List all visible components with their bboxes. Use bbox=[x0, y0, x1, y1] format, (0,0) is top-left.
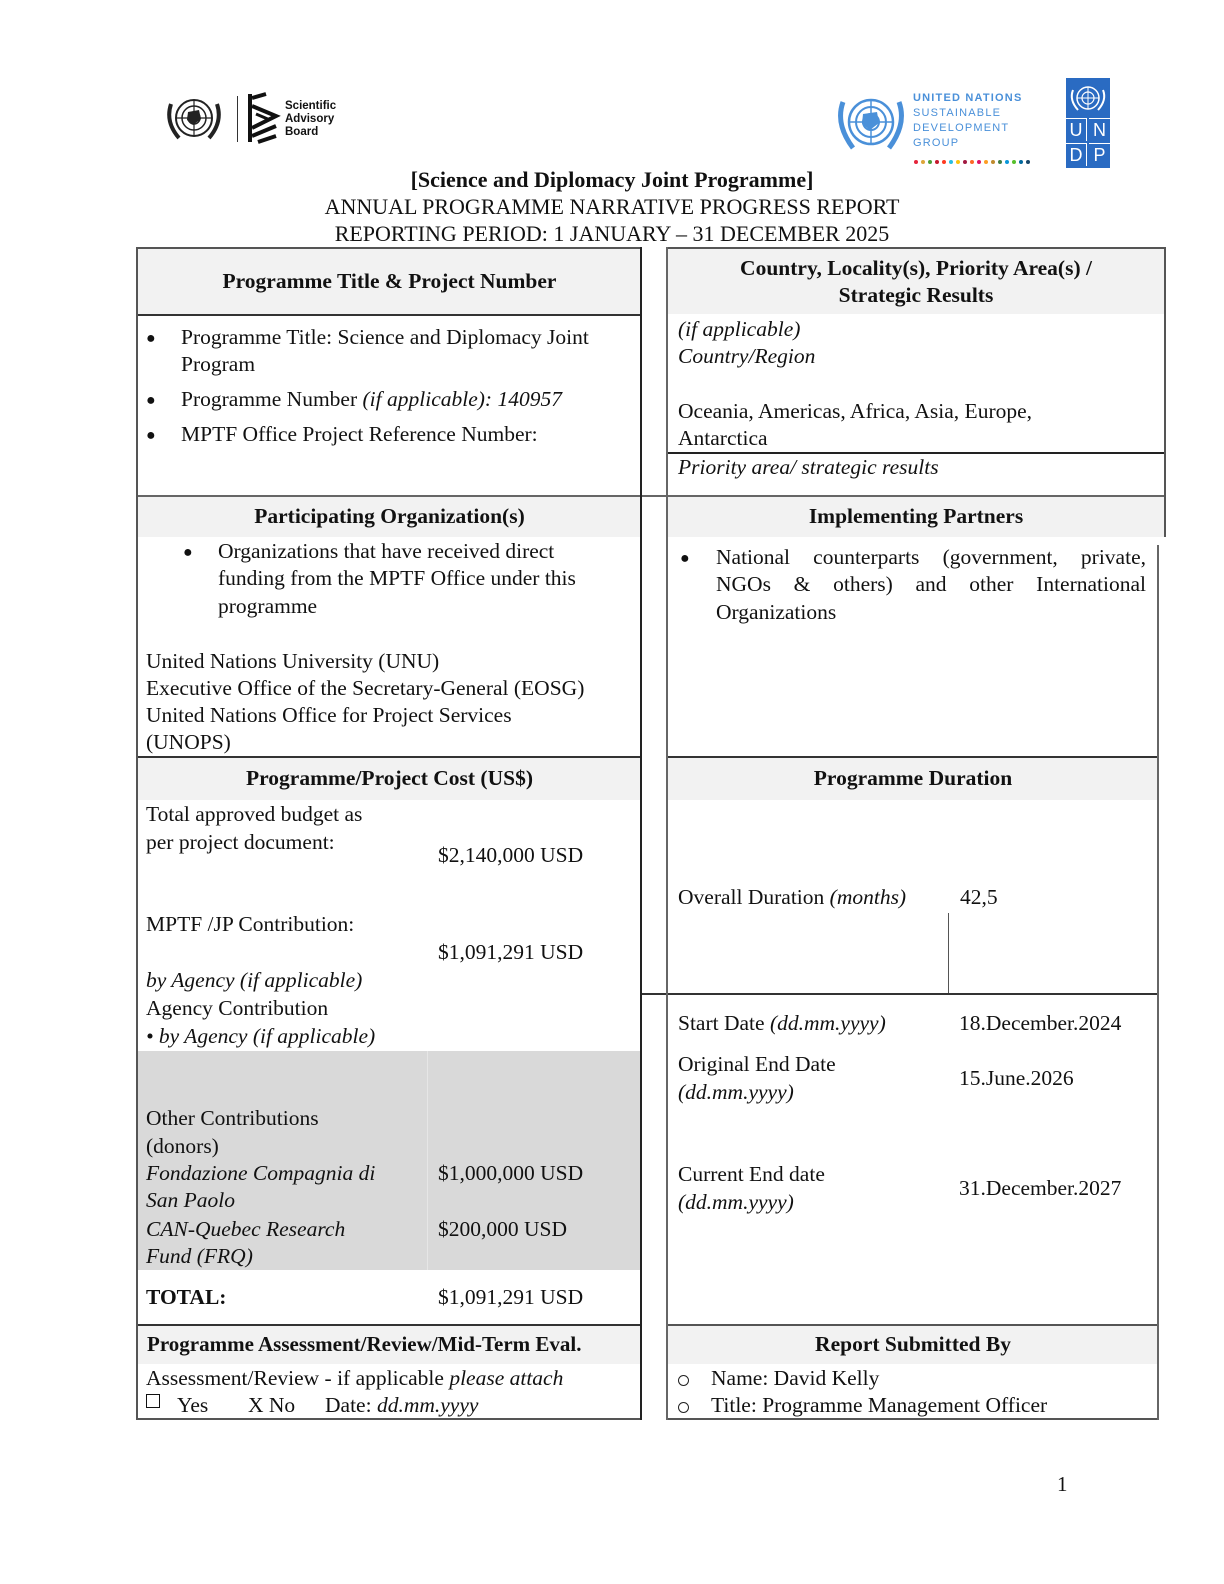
total-value: $1,091,291 USD bbox=[438, 1285, 584, 1309]
undp-logo bbox=[1066, 78, 1110, 168]
no-label: X No bbox=[248, 1393, 296, 1417]
sdg-dots-icon bbox=[913, 159, 1033, 165]
divider bbox=[666, 247, 668, 1420]
undp-letter: D bbox=[1066, 143, 1087, 166]
other-contributions-label-cont: (donors) bbox=[146, 1134, 219, 1158]
country-header-line1: Country, Locality(s), Priority Area(s) / bbox=[740, 256, 1092, 280]
donor-value: $1,000,000 USD bbox=[438, 1161, 584, 1185]
yes-checkbox[interactable] bbox=[146, 1394, 160, 1408]
priority-area: Priority area/ strategic results bbox=[678, 455, 939, 479]
cost-header: Programme/Project Cost (US$) bbox=[246, 766, 533, 790]
country-regions: Oceania, Americas, Africa, Asia, Europe, bbox=[678, 399, 1033, 423]
start-date-label bbox=[678, 1010, 886, 1037]
sab-text-line: Scientific bbox=[285, 100, 337, 112]
assessment-header: Programme Assessment/Review/Mid-Term Eval. bbox=[147, 1332, 582, 1356]
start-date-value: 18.December.2024 bbox=[959, 1011, 1122, 1035]
country-region-label: Country/Region bbox=[678, 344, 816, 368]
sab-logo-mark bbox=[246, 92, 282, 146]
bullet-icon: ● bbox=[680, 550, 690, 567]
sdg-color-dots bbox=[913, 152, 1033, 158]
current-end-date-label: Current End date bbox=[678, 1162, 825, 1186]
reporting-period: REPORTING PERIOD: 1 JANUARY – 31 DECEMBER 2025 bbox=[334, 221, 890, 246]
start-date-text: Start Date bbox=[678, 1011, 770, 1035]
assessment-date bbox=[325, 1392, 478, 1419]
donor-name-cont: San Paolo bbox=[146, 1188, 235, 1212]
country-if-applicable: (if applicable) bbox=[678, 317, 801, 341]
original-end-date-label: Original End Date bbox=[678, 1052, 836, 1076]
mptf-contribution-label: MPTF /JP Contribution: bbox=[146, 912, 355, 936]
mptf-reference-number: MPTF Office Project Reference Number: bbox=[181, 422, 538, 446]
undp-letter: P bbox=[1089, 143, 1110, 166]
unsdg-logo-text bbox=[913, 91, 1022, 151]
assessment-text bbox=[146, 1365, 563, 1392]
circle-bullet-icon bbox=[678, 1402, 689, 1413]
programme-number-value: (if applicable): 140957 bbox=[362, 387, 562, 411]
divider bbox=[668, 756, 1158, 758]
undp-letter: N bbox=[1089, 118, 1110, 141]
country-header-line2: Strategic Results bbox=[838, 283, 994, 307]
unsdg-text-line: SUSTAINABLE bbox=[913, 107, 1002, 119]
divider bbox=[136, 314, 642, 316]
donor-value: $200,000 USD bbox=[438, 1217, 568, 1241]
circle-bullet-icon bbox=[678, 1375, 689, 1386]
donor-name-cont: Fund (FRQ) bbox=[146, 1244, 253, 1268]
unsdg-text-line: UNITED NATIONS bbox=[913, 92, 1023, 104]
assessment-text-plain: Assessment/Review - if applicable bbox=[146, 1366, 450, 1390]
divider bbox=[1157, 545, 1159, 1420]
participating-desc-cont: programme bbox=[218, 594, 318, 618]
total-label: TOTAL: bbox=[146, 1285, 227, 1309]
by-agency-bullet: • by Agency (if applicable) bbox=[146, 1024, 376, 1048]
undp-letter: U bbox=[1066, 118, 1087, 141]
current-end-date-value: 31.December.2027 bbox=[959, 1176, 1122, 1200]
programme-title-value-cont: Program bbox=[181, 352, 256, 376]
divider bbox=[136, 247, 138, 1420]
other-contributions-label: Other Contributions bbox=[146, 1106, 319, 1130]
divider bbox=[640, 993, 1158, 995]
participating-org: Executive Office of the Secretary-General (EOSG) bbox=[146, 676, 585, 700]
submitter-name: Name: David Kelly bbox=[711, 1366, 880, 1390]
logo-divider bbox=[237, 96, 238, 142]
bullet-icon: ● bbox=[183, 544, 193, 561]
sab-text-line: Advisory bbox=[285, 113, 335, 125]
assessment-date-value: dd.mm.yyyy bbox=[376, 1393, 479, 1417]
implementing-desc-cont: Organizations bbox=[716, 600, 837, 624]
un-emblem-logo bbox=[163, 92, 225, 146]
implementing-desc: National counterparts (government, private, bbox=[716, 545, 1146, 569]
duration-col-divider bbox=[948, 913, 949, 994]
overall-duration-label bbox=[678, 884, 906, 911]
page-number: 1 bbox=[1057, 1472, 1068, 1496]
divider bbox=[668, 1324, 1158, 1326]
donor-name: CAN-Quebec Research bbox=[146, 1217, 346, 1241]
implementing-desc-cont: NGOs & others) and other International bbox=[716, 572, 1146, 596]
unsdg-text-line: GROUP bbox=[913, 137, 960, 149]
overall-duration-unit: (months) bbox=[829, 885, 907, 909]
divider bbox=[640, 247, 642, 1420]
overall-duration-text: Overall Duration bbox=[678, 885, 830, 909]
programme-title-header: Programme Title & Project Number bbox=[222, 269, 557, 293]
date-format-hint: (dd.mm.yyyy) bbox=[769, 1011, 886, 1035]
report-title: ANNUAL PROGRAMME NARRATIVE PROGRESS REPORT bbox=[324, 194, 900, 219]
sab-mark-icon bbox=[246, 92, 282, 146]
divider bbox=[136, 247, 642, 249]
unsdg-emblem-logo bbox=[833, 88, 909, 158]
participating-header: Participating Organization(s) bbox=[254, 504, 525, 528]
un-emblem-icon bbox=[163, 92, 225, 146]
total-budget-label: Total approved budget as bbox=[146, 802, 363, 826]
participating-org: United Nations University (UNU) bbox=[146, 649, 440, 673]
overall-duration-value: 42,5 bbox=[960, 885, 998, 909]
total-budget-label-cont: per project document: bbox=[146, 830, 335, 854]
participating-desc: Organizations that have received direct bbox=[218, 539, 555, 563]
date-format-hint: (dd.mm.yyyy) bbox=[678, 1080, 794, 1104]
undp-emblem-icon bbox=[1066, 78, 1110, 118]
programme-title-value: Programme Title: Science and Diplomacy Joint bbox=[181, 325, 589, 349]
yes-label: Yes bbox=[177, 1393, 209, 1417]
donor-name: Fondazione Compagnia di bbox=[146, 1161, 376, 1185]
programme-number bbox=[181, 386, 562, 413]
bullet-icon: ● bbox=[146, 392, 156, 409]
programme-number-label: Programme Number bbox=[181, 387, 363, 411]
divider bbox=[666, 247, 1165, 249]
divider bbox=[136, 1418, 642, 1420]
submitter-title: Title: Programme Management Officer bbox=[711, 1393, 1048, 1417]
programme-name-title: [Science and Diplomacy Joint Programme] bbox=[410, 167, 814, 192]
original-end-date-value: 15.June.2026 bbox=[959, 1066, 1074, 1090]
bullet-icon: ● bbox=[146, 427, 156, 444]
country-regions-cont: Antarctica bbox=[678, 426, 768, 450]
total-budget-value: $2,140,000 USD bbox=[438, 843, 584, 867]
participating-org: United Nations Office for Project Services bbox=[146, 703, 512, 727]
divider bbox=[1164, 247, 1166, 537]
divider bbox=[136, 756, 642, 758]
sab-text-line: Board bbox=[285, 126, 319, 138]
assessment-text-italic: please attach bbox=[449, 1366, 564, 1390]
divider bbox=[136, 1324, 642, 1326]
mptf-contribution-value: $1,091,291 USD bbox=[438, 940, 584, 964]
divider bbox=[666, 1418, 1158, 1420]
agency-contribution-label: Agency Contribution bbox=[146, 996, 329, 1020]
duration-header: Programme Duration bbox=[813, 766, 1013, 790]
assessment-date-label: Date: bbox=[325, 1393, 377, 1417]
other-contributions-col-divider bbox=[427, 1051, 428, 1270]
participating-desc-cont: funding from the MPTF Office under this bbox=[218, 566, 576, 590]
implementing-header: Implementing Partners bbox=[808, 504, 1024, 528]
divider bbox=[136, 495, 1166, 497]
bullet-icon: ● bbox=[146, 330, 156, 347]
unsdg-text-line: DEVELOPMENT bbox=[913, 122, 1010, 134]
date-format-hint: (dd.mm.yyyy) bbox=[678, 1190, 794, 1214]
by-agency-label: by Agency (if applicable) bbox=[146, 968, 363, 992]
sab-logo-text bbox=[285, 100, 336, 139]
participating-org: (UNOPS) bbox=[146, 730, 231, 754]
submitted-header: Report Submitted By bbox=[815, 1332, 1011, 1356]
unsdg-emblem-icon bbox=[833, 88, 909, 158]
